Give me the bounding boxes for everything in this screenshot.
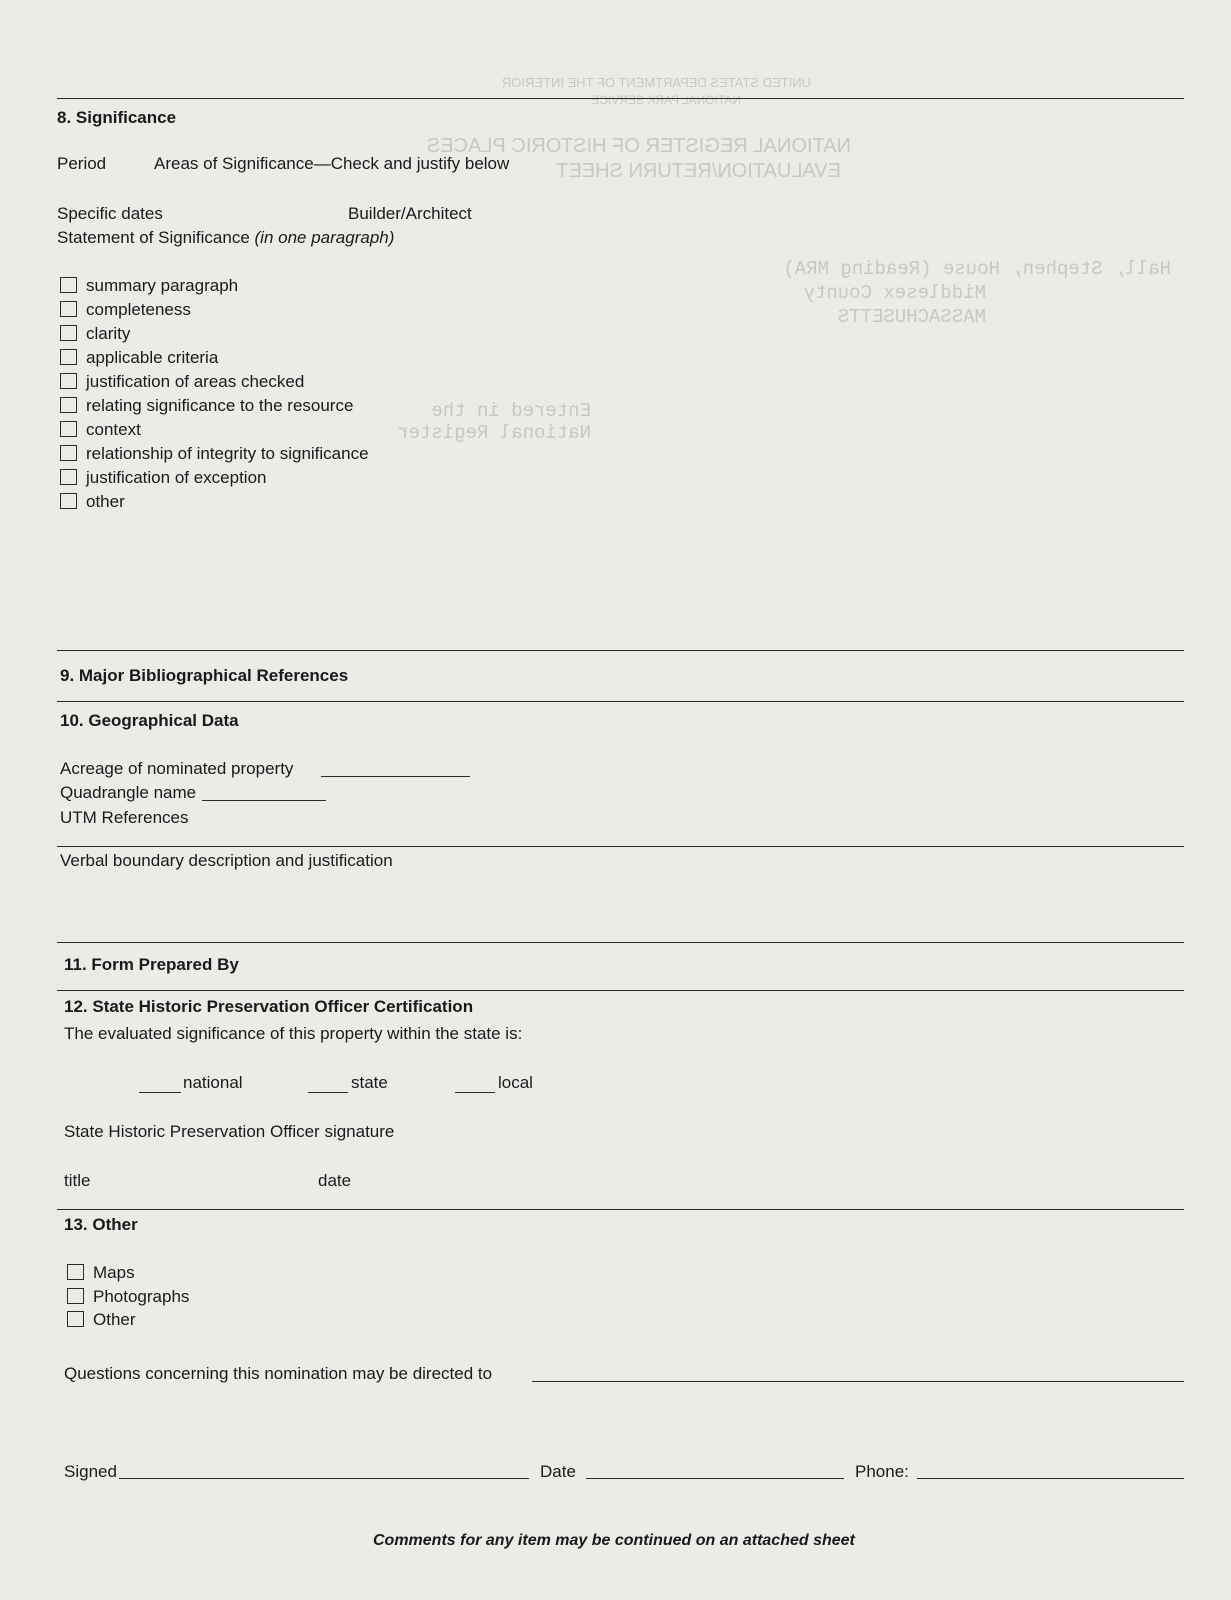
checkbox-other[interactable] <box>60 493 77 509</box>
statement-label-text: Statement of Significance <box>57 228 250 247</box>
section-divider <box>57 98 1184 99</box>
bleed-stamp1: Entered in the <box>431 400 591 422</box>
checkbox-summary-paragraph[interactable] <box>60 277 77 293</box>
checklist-label: completeness <box>86 300 191 319</box>
period-label: Period <box>57 154 107 173</box>
section-divider <box>57 1209 1184 1210</box>
checkbox-maps[interactable] <box>67 1264 84 1280</box>
title-label: title <box>64 1171 91 1190</box>
checkbox-context[interactable] <box>60 421 77 437</box>
phone-field[interactable] <box>917 1478 1184 1479</box>
checklist-label: relationship of integrity to significance <box>86 444 369 463</box>
areas-of-significance-label: Areas of Significance—Check and justify below <box>154 154 510 173</box>
checkbox-justification-of-areas[interactable] <box>60 373 77 389</box>
section-divider <box>57 650 1184 651</box>
bleed-title2: EVALUATION/RETURN SHEET <box>556 160 841 182</box>
specific-dates-label: Specific dates <box>57 204 163 223</box>
section-divider <box>57 990 1184 991</box>
section-10-heading: 10. Geographical Data <box>60 711 239 730</box>
section-9-heading: 9. Major Bibliographical References <box>60 666 349 685</box>
section-divider <box>57 942 1184 943</box>
other-checklist-label: Maps <box>93 1263 135 1282</box>
statement-of-significance-label <box>57 228 394 248</box>
shpo-signature-label: State Historic Preservation Officer signature <box>64 1122 395 1141</box>
checkbox-relating-significance[interactable] <box>60 397 77 413</box>
bleed-title1: NATIONAL REGISTER OF HISTORIC PLACES <box>426 135 851 157</box>
checkbox-justification-exception[interactable] <box>60 469 77 485</box>
checkbox-applicable-criteria[interactable] <box>60 349 77 365</box>
footer-note: Comments for any item may be continued on an attached sheet <box>373 1532 855 1549</box>
builder-architect-label: Builder/Architect <box>348 204 472 223</box>
bleed-agency: UNITED STATES DEPARTMENT OF THE INTERIOR <box>501 75 811 90</box>
option-national: national <box>183 1073 243 1092</box>
signed-label: Signed <box>64 1462 117 1481</box>
sign-date-field[interactable] <box>586 1478 844 1479</box>
checklist-label: clarity <box>86 324 131 343</box>
state-blank[interactable] <box>308 1092 348 1093</box>
checklist-label: justification of areas checked <box>86 372 305 391</box>
checkbox-photographs[interactable] <box>67 1288 84 1304</box>
bleed-service: NATIONAL PARK SERVICE <box>591 93 741 107</box>
acreage-field[interactable] <box>321 776 470 777</box>
other-checklist-label: Other <box>93 1310 136 1329</box>
questions-label: Questions concerning this nomination may be directed to <box>64 1364 493 1383</box>
checklist-label: context <box>86 420 141 439</box>
statement-note: (in one paragraph) <box>254 228 395 247</box>
acreage-label: Acreage of nominated property <box>60 759 294 778</box>
date-label: date <box>318 1171 352 1190</box>
checklist-label: summary paragraph <box>86 276 239 295</box>
bleed-county: Middlesex County <box>803 282 986 304</box>
option-state: state <box>351 1073 388 1092</box>
verbal-boundary-label: Verbal boundary description and justification <box>60 851 393 870</box>
quadrangle-field[interactable] <box>202 800 326 801</box>
phone-label: Phone: <box>855 1462 909 1481</box>
bleed-state: MASSACHUSETTS <box>837 306 986 328</box>
checkbox-clarity[interactable] <box>60 325 77 341</box>
section-13-heading: 13. Other <box>64 1215 138 1234</box>
section-11-heading: 11. Form Prepared By <box>64 955 239 974</box>
checklist-label: other <box>86 492 125 511</box>
quadrangle-label: Quadrangle name <box>60 783 197 802</box>
bleed-stamp2: National Register <box>397 422 591 444</box>
national-blank[interactable] <box>139 1092 181 1093</box>
checklist-label: justification of exception <box>86 468 267 487</box>
section-12-heading: 12. State Historic Preservation Officer Certification <box>64 997 474 1016</box>
checkbox-other-attachment[interactable] <box>67 1311 84 1327</box>
checklist-label: applicable criteria <box>86 348 219 367</box>
sign-date-label: Date <box>540 1462 576 1481</box>
section-divider <box>57 701 1184 702</box>
checkbox-completeness[interactable] <box>60 301 77 317</box>
bleed-property: Hall, Stephen, House (Reading MRA) <box>783 258 1171 280</box>
other-checklist-label: Photographs <box>93 1287 190 1306</box>
section-8-heading: 8. Significance <box>57 108 177 127</box>
checkbox-relationship-integrity[interactable] <box>60 445 77 461</box>
utm-references-label: UTM References <box>60 808 189 827</box>
checklist-label: relating significance to the resource <box>86 396 354 415</box>
certification-statement: The evaluated significance of this property within the state is: <box>64 1024 523 1043</box>
signed-field[interactable] <box>119 1478 529 1479</box>
option-local: local <box>498 1073 533 1092</box>
questions-contact-field[interactable] <box>532 1381 1184 1382</box>
local-blank[interactable] <box>455 1092 495 1093</box>
section-divider <box>57 846 1184 847</box>
